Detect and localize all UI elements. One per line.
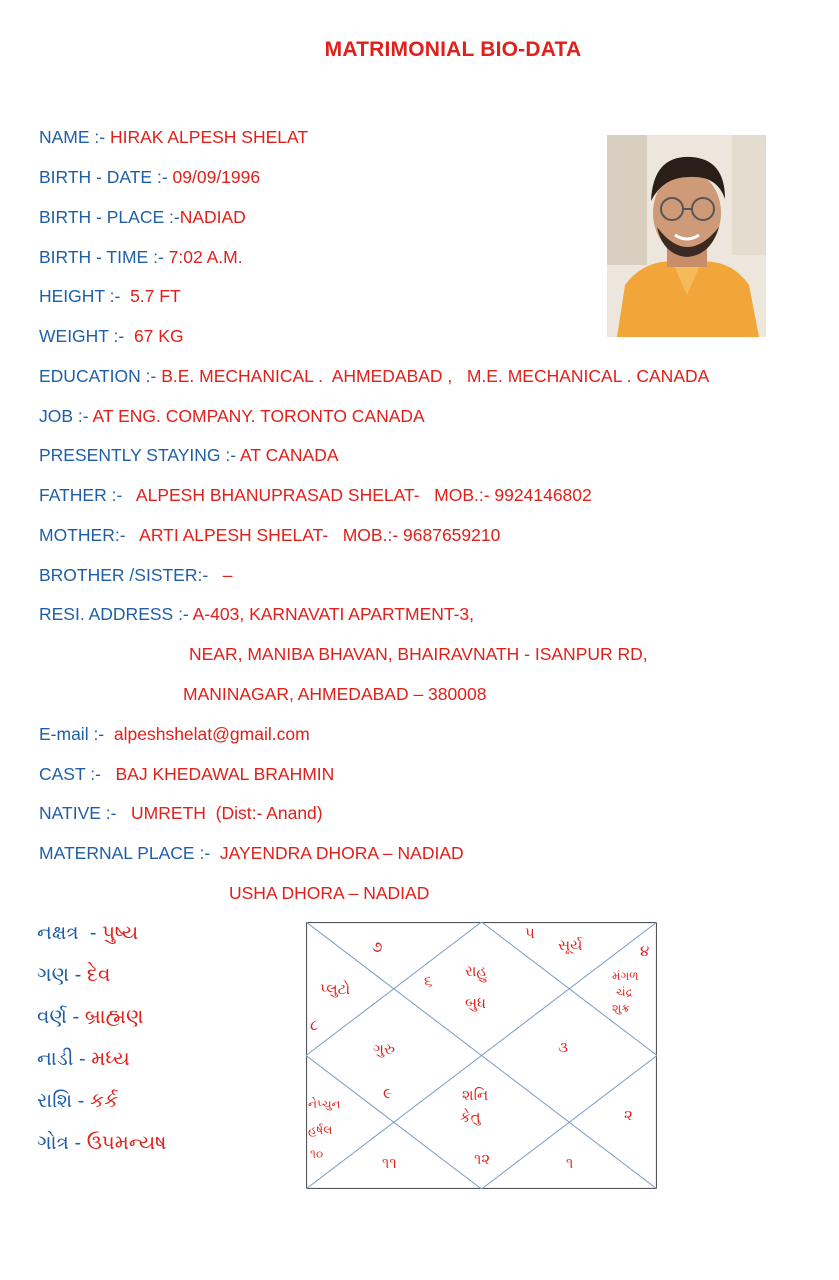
siblings-row (39, 565, 233, 586)
house-11: ૧૧ (382, 1155, 397, 1172)
house-3: ૩ (558, 1039, 568, 1056)
house-8: ૮ (310, 1017, 319, 1034)
profile-photo (607, 135, 766, 337)
staying-label: PRESENTLY STAYING :- (39, 445, 240, 465)
planet-neptune: નેપ્ચુન (308, 1097, 341, 1111)
planet-shukra: શુક્ર (612, 1001, 630, 1015)
maternal-value: JAYENDRA DHORA – NADIAD (219, 843, 464, 863)
birth-time-row (39, 247, 243, 268)
planet-surya: સૂર્ય (558, 937, 583, 954)
maternal-label: MATERNAL PLACE :- (39, 843, 220, 863)
house-4: ૪ (640, 943, 650, 960)
native-label: NATIVE :- (39, 803, 132, 823)
weight-row (39, 326, 184, 347)
name-row (39, 127, 308, 148)
native-row (39, 803, 323, 824)
page-title: MATRIMONIAL BIO-DATA (324, 38, 582, 61)
father-value: ALPESH BHANUPRASAD SHELAT- MOB.:- 9924146802 (135, 485, 592, 505)
job-label: JOB :- (39, 406, 93, 426)
astro-rashi (37, 1090, 118, 1113)
house-2: ૨ (624, 1107, 633, 1124)
address-row (39, 604, 474, 625)
astro-gotra (37, 1132, 167, 1155)
father-row (39, 485, 592, 506)
mother-row (39, 525, 500, 546)
astro-label: ગણ - (37, 964, 87, 986)
staying-value: AT CANADA (239, 445, 339, 465)
house-6: ૬ (424, 973, 433, 990)
maternal-row (39, 843, 464, 864)
address-line1: A-403, KARNAVATI APARTMENT-3, (192, 604, 475, 624)
address-line3: MANINAGAR, AHMEDABAD – 380008 (183, 684, 487, 704)
mother-value: ARTI ALPESH SHELAT- MOB.:- 9687659210 (139, 525, 501, 545)
name-label: NAME :- (39, 127, 110, 147)
astro-label: નાડી - (37, 1048, 92, 1070)
height-row (39, 286, 181, 307)
father-label: FATHER :- (39, 485, 136, 505)
planet-chandra: ચંદ્ર (616, 985, 633, 999)
name-value: HIRAK ALPESH SHELAT (109, 127, 309, 147)
birth-date-value: 09/09/1996 (172, 167, 261, 187)
astro-label: ગોત્ર - (37, 1132, 87, 1154)
astro-gan (37, 964, 110, 987)
planet-budh: બુધ (465, 995, 487, 1012)
planet-pluto: પ્લુટો (320, 981, 351, 998)
email-row (39, 724, 310, 745)
email-label: E-mail :- (39, 724, 114, 744)
birth-place-value: NADIAD (179, 207, 246, 227)
cast-label: CAST :- (39, 764, 116, 784)
astro-label: વર્ણ - (37, 1006, 85, 1028)
astro-label: રાશિ - (37, 1090, 90, 1112)
mother-label: MOTHER:- (39, 525, 140, 545)
astro-varna (37, 1006, 143, 1029)
planet-shani: શનિ (462, 1087, 489, 1104)
planet-mangal: મંગળ (612, 969, 639, 983)
height-value: 5.7 FT (130, 286, 181, 306)
job-value: AT ENG. COMPANY. TORONTO CANADA (92, 406, 425, 426)
astro-nakshatra (37, 922, 138, 945)
house-10: ૧૦ (310, 1147, 324, 1161)
astro-value: મધ્ય (91, 1048, 130, 1070)
education-label: EDUCATION :- (39, 366, 162, 386)
education-value: B.E. MECHANICAL . AHMEDABAD , M.E. MECHANICAL . CANADA (161, 366, 710, 386)
planet-rahu: રાહુ (465, 963, 488, 980)
birth-place-row (39, 207, 246, 228)
astro-value: બ્રાહ્મણ (84, 1006, 144, 1028)
house-7: ૭ (372, 939, 383, 956)
birth-time-label: BIRTH - TIME :- (39, 247, 169, 267)
email-value: alpeshshelat@gmail.com (113, 724, 310, 744)
weight-value: 67 KG (133, 326, 184, 346)
person-portrait-image (607, 135, 766, 337)
planet-guru: ગુરુ (373, 1041, 395, 1058)
planet-ketu: કેતુ (460, 1109, 481, 1126)
planet-harshal: હર્ષલ (308, 1123, 333, 1137)
birth-time-value: 7:02 A.M. (168, 247, 243, 267)
staying-row (39, 445, 339, 466)
house-1: ૧ (566, 1155, 574, 1172)
astro-value: દેવ (86, 964, 111, 986)
height-label: HEIGHT :- (39, 286, 131, 306)
astro-value: ઉપમન્યષ (86, 1132, 167, 1154)
house-5: પ (525, 925, 535, 942)
siblings-value: – (222, 565, 233, 585)
cast-value: BAJ KHEDAWAL BRAHMIN (115, 764, 335, 784)
astro-nadi (37, 1048, 130, 1071)
job-row (39, 406, 425, 427)
astro-value: પુષ્ય (102, 922, 139, 944)
cast-row (39, 764, 334, 785)
birth-date-row (39, 167, 260, 188)
address-label: RESI. ADDRESS :- (39, 604, 193, 624)
siblings-label: BROTHER /SISTER:- (39, 565, 223, 585)
address-line2: NEAR, MANIBA BHAVAN, BHAIRAVNATH - ISANPUR RD, (189, 644, 648, 664)
birth-date-label: BIRTH - DATE :- (39, 167, 173, 187)
birth-place-label: BIRTH - PLACE :- (39, 207, 180, 227)
house-9: ૯ (383, 1085, 392, 1102)
house-12: ૧૨ (474, 1151, 491, 1168)
native-value: UMRETH (Dist:- Anand) (131, 803, 323, 823)
maternal-line2: USHA DHORA – NADIAD (229, 883, 430, 903)
weight-label: WEIGHT :- (39, 326, 134, 346)
astro-label: નક્ષત્ર - (37, 922, 103, 944)
astro-value: કર્ક (89, 1090, 119, 1112)
education-row (39, 366, 709, 387)
kundli-chart (306, 922, 657, 1189)
